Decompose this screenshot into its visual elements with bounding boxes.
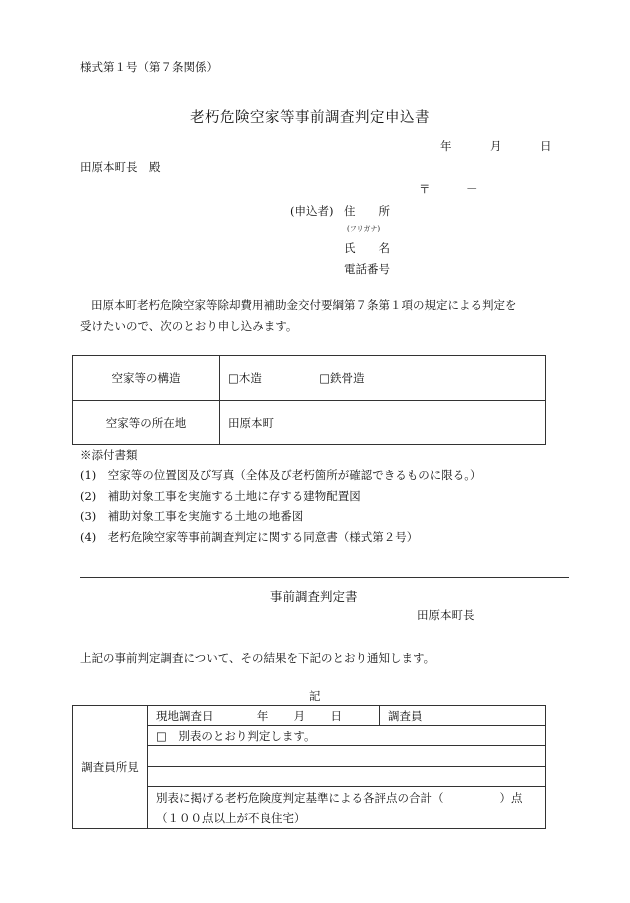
blank-row[interactable] — [148, 746, 546, 767]
survey-day-label: 日 — [330, 708, 342, 723]
structure-label: 空家等の構造 — [73, 356, 220, 401]
postal-mark: 〒 — [419, 182, 431, 196]
applicant-name-label: 氏 名 — [344, 241, 390, 255]
attachment-item: (2) 補助対象工事を実施する土地に存する建物配置図 — [80, 489, 361, 503]
row-header-findings: 調査員所見 — [73, 706, 148, 829]
attachments-heading: ※添付書類 — [80, 448, 138, 462]
addressee: 田原本町長 殿 — [80, 160, 161, 174]
date-month-label: 月 — [490, 139, 502, 153]
attachment-item: (4) 老朽危険空家等事前調査判定に関する同意書（様式第２号） — [80, 530, 419, 544]
date-year-label: 年 — [440, 139, 452, 153]
inspector-label: 調査員 — [380, 706, 546, 726]
survey-month-label: 月 — [293, 708, 306, 723]
survey-date-label: 現地調査日 — [156, 708, 214, 723]
blank-row[interactable] — [148, 767, 546, 787]
inspection-table — [72, 705, 546, 829]
form-number: 様式第１号（第７条関係） — [80, 60, 218, 74]
option-steel[interactable]: □鉄骨造 — [319, 371, 365, 385]
total-score-note: （１００点以上が不良住宅） — [156, 810, 306, 825]
total-score-label: 別表に掲げる老朽危険度判定基準による各評点の合計（ — [156, 790, 444, 805]
document-title: 老朽危険空家等事前調査判定申込書 — [190, 110, 430, 126]
applicant-label: (申込者) — [290, 204, 334, 218]
structure-options — [220, 356, 546, 401]
property-table — [72, 355, 546, 445]
applicant-address-label: 住 所 — [344, 204, 390, 218]
location-label: 空家等の所在地 — [73, 401, 220, 445]
survey-year-label: 年 — [256, 708, 269, 723]
date-day-label: 日 — [540, 139, 552, 153]
attachment-item: (1) 空家等の位置図及び写真（全体及び老朽箇所が確認できるものに限る。） — [80, 468, 482, 482]
body-text-line-2: 受けたいので、次のとおり申し込みます。 — [80, 319, 298, 333]
survey-date-cell — [148, 706, 380, 726]
judgment-notice: 上記の事前判定調査について、その結果を下記のとおり通知します。 — [80, 651, 436, 665]
judgment-issuer: 田原本町長 — [417, 608, 475, 622]
total-score-unit: ）点 — [499, 790, 523, 805]
judgment-title: 事前調査判定書 — [270, 589, 358, 604]
ki-label: 記 — [309, 689, 321, 703]
body-text-line-1: 田原本町老朽危険空家等除却費用補助金交付要綱第７条第１項の規定による判定を — [91, 298, 517, 312]
postal-dash: － — [466, 182, 478, 196]
applicant-phone-label: 電話番号 — [344, 262, 390, 276]
judged-checkbox-row[interactable]: □ 別表のとおり判定します。 — [148, 726, 546, 746]
option-wooden[interactable]: □木造 — [228, 371, 262, 385]
location-value: 田原本町 — [220, 401, 546, 445]
attachment-item: (3) 補助対象工事を実施する土地の地番図 — [80, 509, 304, 523]
total-score-cell — [148, 787, 546, 829]
section-divider — [80, 577, 569, 578]
applicant-furigana-label: (フリガナ) — [347, 225, 381, 233]
